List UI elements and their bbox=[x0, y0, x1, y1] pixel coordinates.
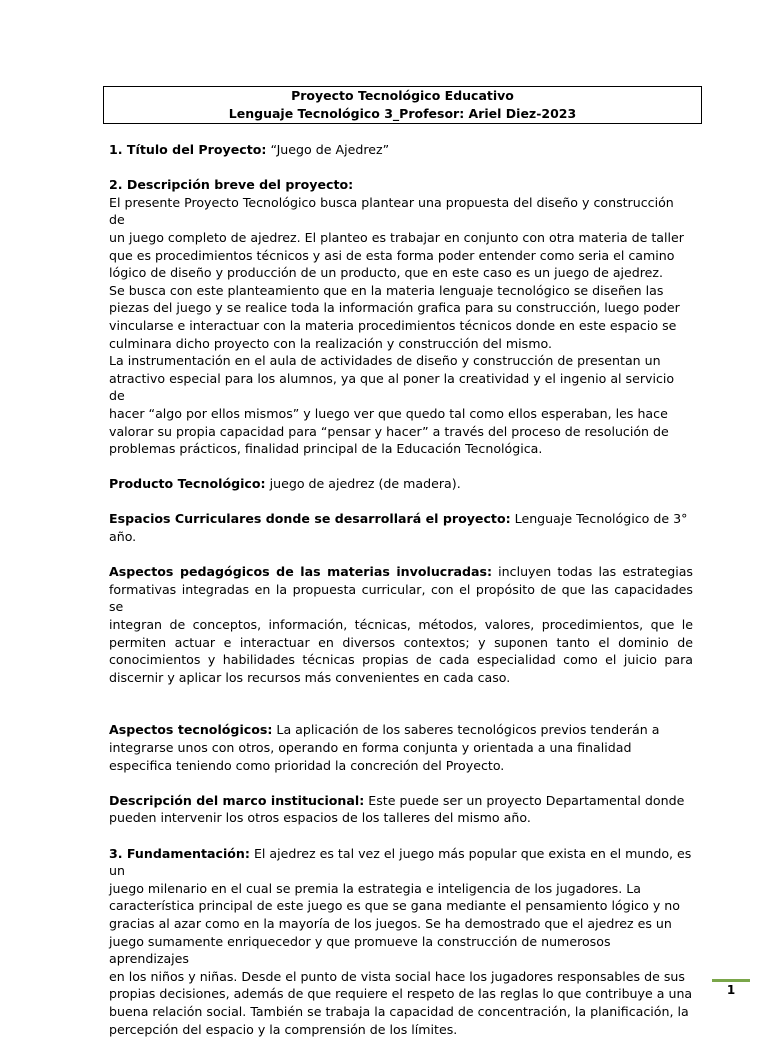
text-line: Se busca con este planteamiento que en la materia lenguaje tecnológico se diseñen las bbox=[109, 282, 693, 300]
text-line: La instrumentación en el aula de actividades de diseño y construcción de presentan un bbox=[109, 352, 693, 370]
text-line: que es procedimientos técnicos y asi de esta forma poder entender como seria el camino bbox=[109, 247, 693, 265]
section-label: 3. Fundamentación: bbox=[109, 846, 250, 861]
text-line: culminara dicho proyecto con la realización y construcción del mismo. bbox=[109, 335, 693, 353]
document-header bbox=[103, 86, 702, 124]
text-line: buena relación social. También se trabaja la capacidad de concentración, la planificación, la bbox=[109, 1003, 693, 1021]
section-label: 2. Descripción breve del proyecto: bbox=[109, 177, 353, 192]
text-line: integran de conceptos, información, técnicas, métodos, valores, procedimientos, que le bbox=[109, 616, 693, 634]
product-value: juego de ajedrez (de madera). bbox=[266, 476, 461, 491]
text-fragment: incluyen todas las estrategias bbox=[492, 564, 693, 579]
text-fragment: El ajedrez es tal vez el juego más popular que exista en el mundo, es un bbox=[109, 846, 691, 879]
text-line: valorar su propia capacidad para “pensar y hacer” a través del proceso de resolución de bbox=[109, 423, 693, 441]
section-label: Aspectos tecnológicos: bbox=[109, 722, 272, 737]
project-title-paragraph bbox=[109, 141, 693, 159]
text-line: problemas prácticos, finalidad principal de la Educación Tecnológica. bbox=[109, 440, 693, 458]
text-line: vincularse e interactuar con la materia procedimientos técnicos donde en este espacio se bbox=[109, 317, 693, 335]
text-line: especifica teniendo como prioridad la concreción del Proyecto. bbox=[109, 757, 693, 775]
header-subtitle: Lenguaje Tecnológico 3_Profesor: Ariel Diez-2023 bbox=[104, 105, 701, 123]
text-line: en los niños y niñas. Desde el punto de vista social hace los jugadores responsables de sus bbox=[109, 968, 693, 986]
product-paragraph bbox=[109, 475, 693, 493]
text-line: juego milenario en el cual se premia la estrategia e inteligencia de los jugadores. La bbox=[109, 880, 693, 898]
page-number: 1 bbox=[712, 983, 750, 997]
text-line: piezas del juego y se realice toda la información grafica para su construcción, luego poder bbox=[109, 299, 693, 317]
pedagogical-paragraph bbox=[109, 563, 693, 686]
description-heading bbox=[109, 176, 693, 194]
header-title: Proyecto Tecnológico Educativo bbox=[104, 87, 701, 105]
text-line: lógico de diseño y producción de un producto, que en este caso es un juego de ajedrez. bbox=[109, 264, 693, 282]
text-line: discernir y aplicar los recursos más convenientes en cada caso. bbox=[109, 669, 693, 687]
text-fragment: La aplicación de los saberes tecnológicos previos tenderán a bbox=[272, 722, 659, 737]
page-number-rule bbox=[712, 979, 750, 982]
text-line: hacer “algo por ellos mismos” y luego ver que quedo tal como ellos esperaban, les hace bbox=[109, 405, 693, 423]
text-fragment: Este puede ser un proyecto Departamental donde bbox=[364, 793, 684, 808]
text-line bbox=[109, 845, 693, 880]
text-line: conocimientos y habilidades técnicas propias de cada especialidad como el juicio para bbox=[109, 651, 693, 669]
text-line: juego sumamente enriquecedor y que promueve la construcción de numerosos aprendizajes bbox=[109, 933, 693, 968]
text-line: permiten actuar e interactuar en diversos contextos; y suponen tanto el dominio de bbox=[109, 634, 693, 652]
text-line: gracias al azar como en la mayoría de los juegos. Se ha demostrado que el ajedrez es un bbox=[109, 915, 693, 933]
curricular-spaces-paragraph bbox=[109, 510, 693, 545]
text-line bbox=[109, 563, 693, 581]
text-line: característica principal de este juego es que se gana mediante el pensamiento lógico y no bbox=[109, 897, 693, 915]
text-line: percepción del espacio y la comprensión de los límites. bbox=[109, 1021, 693, 1038]
text-line bbox=[109, 792, 693, 810]
rationale-paragraph bbox=[109, 845, 693, 1038]
institutional-framework-paragraph bbox=[109, 792, 693, 827]
section-label: Producto Tecnológico: bbox=[109, 476, 266, 491]
section-label: Espacios Curriculares donde se desarrollará el proyecto: bbox=[109, 511, 511, 526]
section-label: Aspectos pedagógicos de las materias involucradas: bbox=[109, 564, 492, 579]
curricular-spaces-value: Lenguaje Tecnológico de 3° año. bbox=[109, 511, 687, 544]
text-line: formativas integradas en la propuesta curricular, con el propósito de que las capacidades se bbox=[109, 581, 693, 616]
text-line: pueden intervenir los otros espacios de los talleres del mismo año. bbox=[109, 809, 693, 827]
text-line: atractivo especial para los alumnos, ya que al poner la creatividad y el ingenio al servicio de bbox=[109, 370, 693, 405]
text-line: propias decisiones, además de que requiere el respeto de las reglas lo que contribuye a una bbox=[109, 985, 693, 1003]
text-line bbox=[109, 721, 693, 739]
text-line: El presente Proyecto Tecnológico busca plantear una propuesta del diseño y construcción de bbox=[109, 194, 693, 229]
text-line: un juego completo de ajedrez. El planteo es trabajar en conjunto con otra materia de taller bbox=[109, 229, 693, 247]
text-line: integrarse unos con otros, operando en forma conjunta y orientada a una finalidad bbox=[109, 739, 693, 757]
document-body bbox=[109, 141, 693, 1038]
project-title-value: “Juego de Ajedrez” bbox=[266, 142, 389, 157]
section-label: Descripción del marco institucional: bbox=[109, 793, 364, 808]
description-paragraph bbox=[109, 194, 693, 458]
technological-paragraph bbox=[109, 721, 693, 774]
section-label: 1. Título del Proyecto: bbox=[109, 142, 266, 157]
